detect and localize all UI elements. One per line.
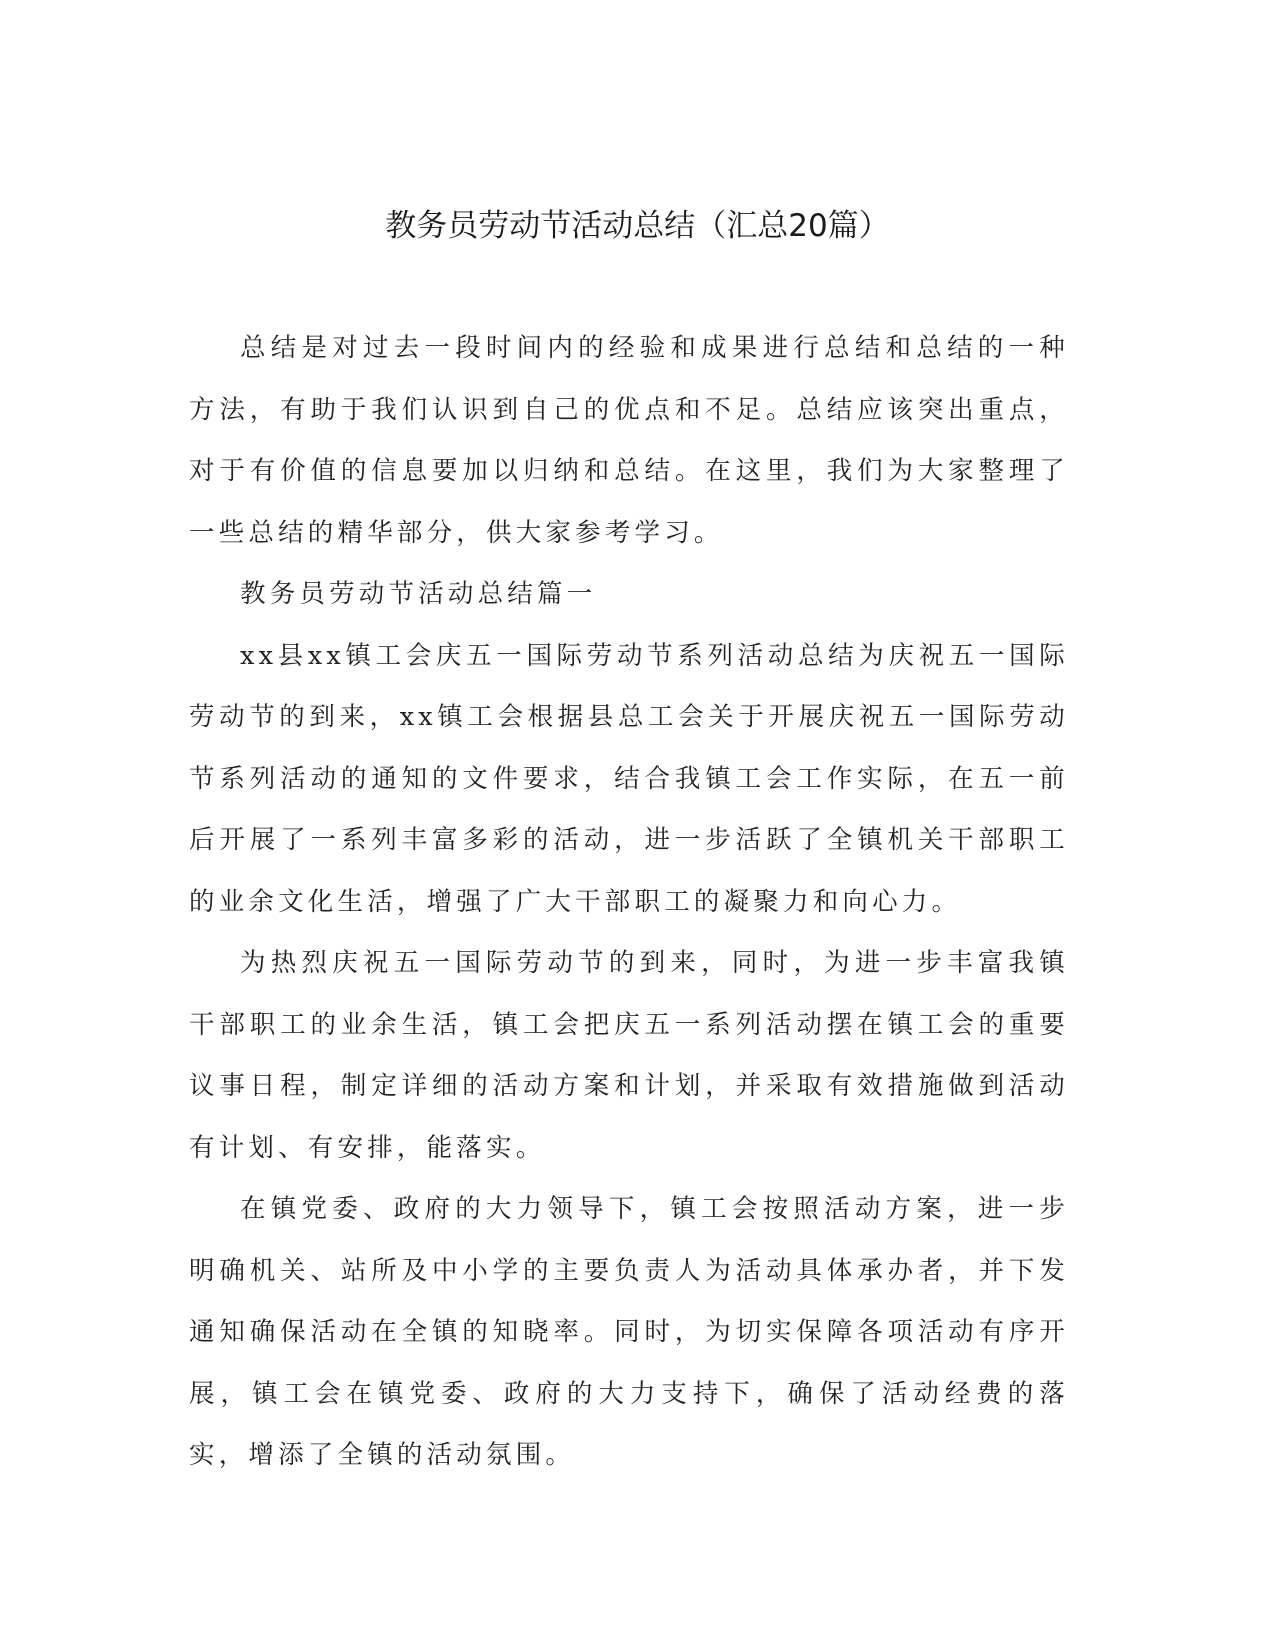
body-paragraph-2: 为热烈庆祝五一国际劳动节的到来，同时，为进一步丰富我镇干部职工的业余生活，镇工会把庆五一系列活动摆在镇工会的重要议事日程，制定详细的活动方案和计划，并采取有效措施做到活动有计划、有安排，能落实。 xyxy=(189,948,1069,1163)
section-heading: 教务员劳动节活动总结篇一 xyxy=(240,579,597,609)
document-body xyxy=(189,318,1069,1487)
document-title: 教务员劳动节活动总结（汇总20篇） xyxy=(385,208,890,244)
body-paragraph-1: xx县xx镇工会庆五一国际劳动节系列活动总结为庆祝五一国际劳动节的到来，xx镇工会根据县总工会关于开展庆祝五一国际劳动节系列活动的通知的文件要求，结合我镇工会工作实际，在五一前后开展了一系列丰富多彩的活动，进一步活跃了全镇机关干部职工的业余文化生活，增强了广大干部职工的凝聚力和向心力。 xyxy=(189,640,1069,917)
body-paragraph-3: 在镇党委、政府的大力领导下，镇工会按照活动方案，进一步明确机关、站所及中小学的主要负责人为活动具体承办者，并下发通知确保活动在全镇的知晓率。同时，为切实保障各项活动有序开展，镇工会在镇党委、政府的大力支持下，确保了活动经费的落实，增添了全镇的活动氛围。 xyxy=(189,1194,1069,1470)
intro-paragraph: 总结是对过去一段时间内的经验和成果进行总结和总结的一种方法，有助于我们认识到自己的优点和不足。总结应该突出重点，对于有价值的信息要加以归纳和总结。在这里，我们为大家整理了一些总结的精华部分，供大家参考学习。 xyxy=(189,333,1069,548)
